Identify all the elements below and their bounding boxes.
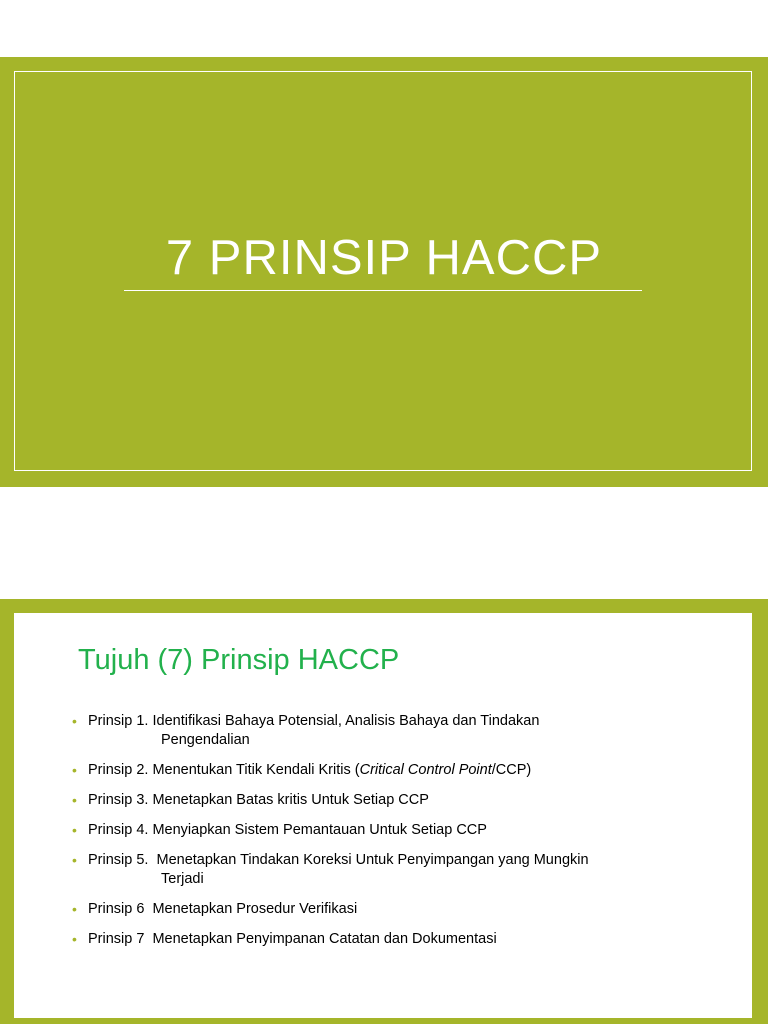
item-text-continued: Pengendalian <box>161 732 250 748</box>
item-text-continued: Terjadi <box>161 871 204 887</box>
item-text-end: /CCP) <box>491 762 532 778</box>
content-slide <box>0 599 768 1024</box>
bullet-icon: • <box>72 822 77 838</box>
item-text: Prinsip 6 Menetapkan Prosedur Verifikasi <box>88 901 358 917</box>
list-item <box>72 851 732 889</box>
bullet-icon: • <box>72 901 77 917</box>
list-item <box>72 900 732 919</box>
item-text: Prinsip 3. Menetapkan Batas kritis Untuk Setiap CCP <box>88 792 429 808</box>
item-text: Prinsip 2. Menentukan Titik Kendali Kritis ( <box>88 762 360 778</box>
item-text: Prinsip 4. Menyiapkan Sistem Pemantauan Untuk Setiap CCP <box>88 822 487 838</box>
list-item <box>72 712 732 750</box>
principles-list <box>72 712 732 960</box>
title-slide <box>0 57 768 487</box>
bullet-icon: • <box>72 792 77 808</box>
item-text-italic: Critical Control Point <box>359 762 492 778</box>
bullet-icon: • <box>72 852 77 868</box>
content-panel <box>14 613 752 1018</box>
list-item <box>72 821 732 840</box>
slide-title: 7 PRINSIP HACCP <box>165 231 603 285</box>
bullet-icon: • <box>72 713 77 729</box>
item-text: Prinsip 5. Menetapkan Tindakan Koreksi Untuk Penyimpangan yang Mungkin <box>88 852 589 868</box>
content-heading: Tujuh (7) Prinsip HACCP <box>78 644 400 676</box>
item-text: Prinsip 1. Identifikasi Bahaya Potensial, Analisis Bahaya dan Tindakan <box>88 713 540 729</box>
list-item <box>72 930 732 949</box>
bullet-icon: • <box>72 762 77 778</box>
item-text: Prinsip 7 Menetapkan Penyimpanan Catatan dan Dokumentasi <box>88 931 497 947</box>
list-item <box>72 791 732 810</box>
title-underline <box>124 290 642 291</box>
list-item <box>72 761 732 780</box>
bullet-icon: • <box>72 931 77 947</box>
